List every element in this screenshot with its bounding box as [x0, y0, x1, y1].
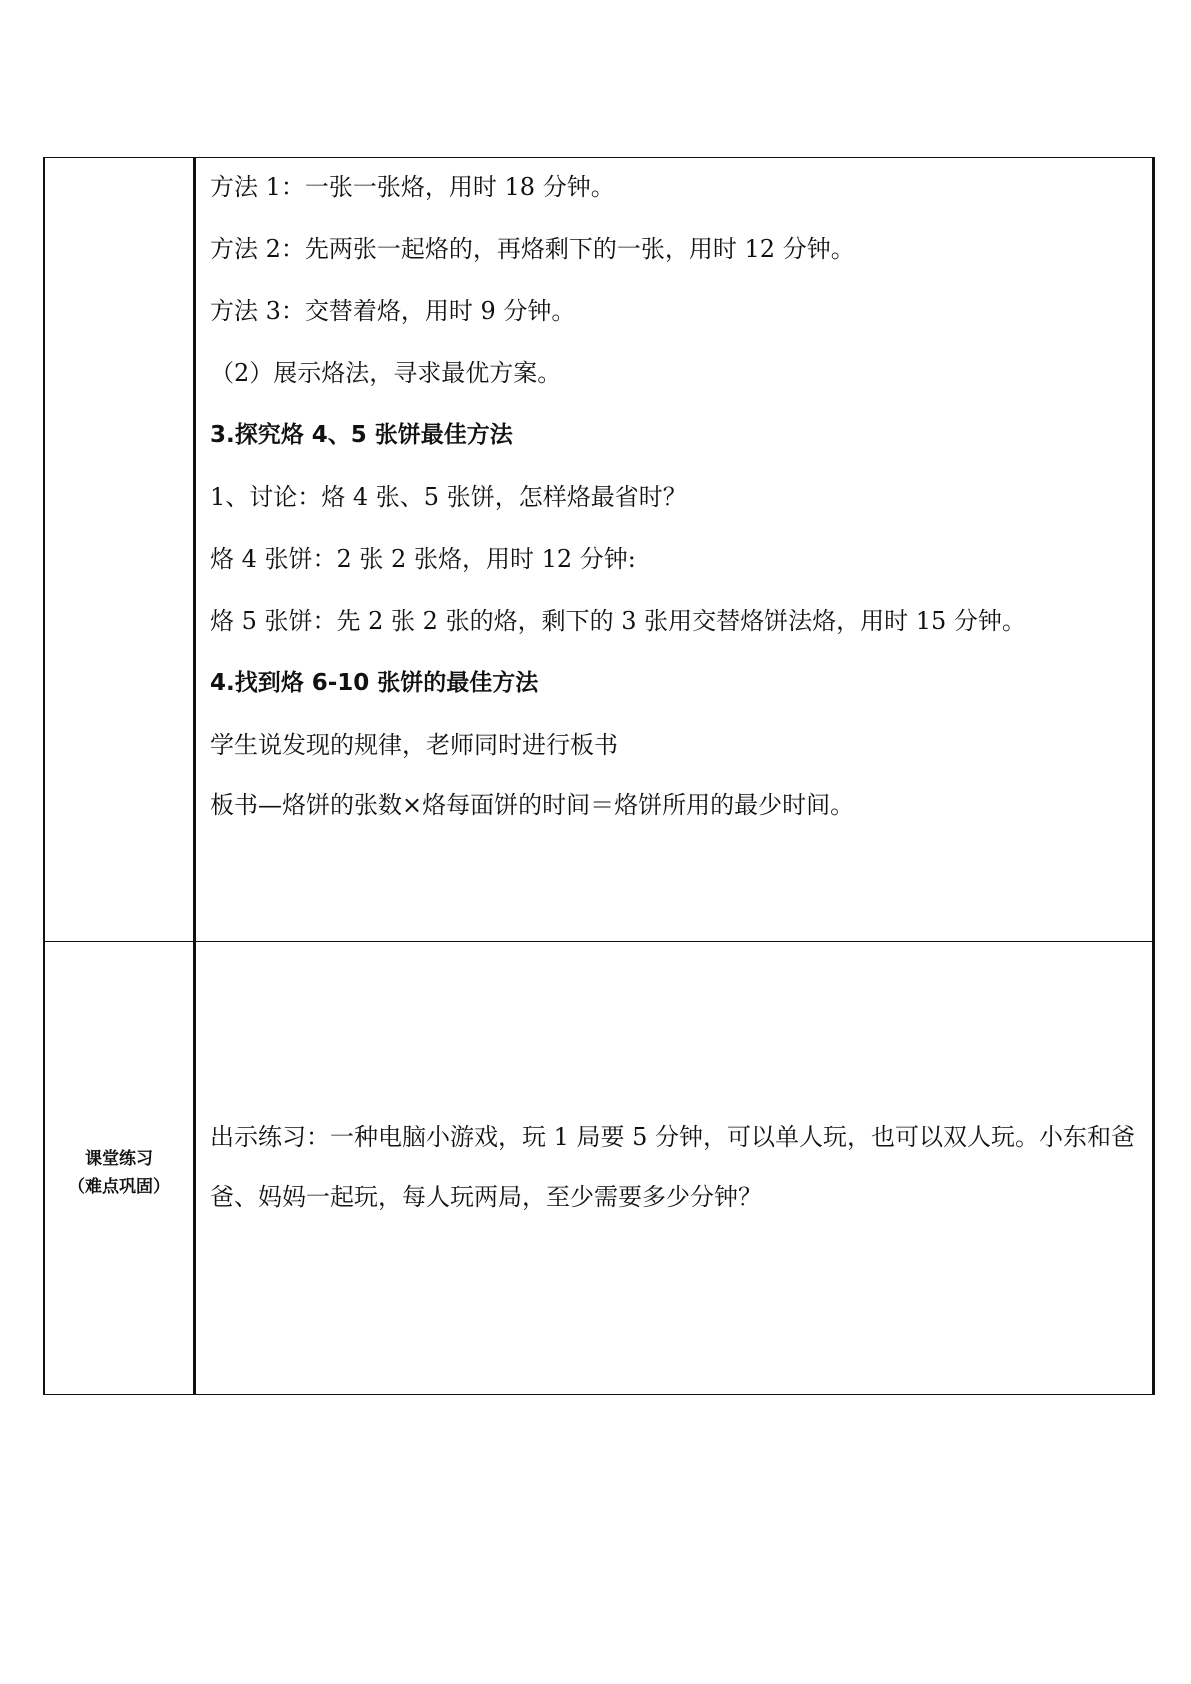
lesson-plan-table	[43, 157, 1155, 1395]
discussion-line: 1、讨论：烙 4 张、5 张饼，怎样烙最省时？	[210, 483, 687, 511]
show-method-line: （2）展示烙法，寻求最优方案。	[210, 359, 562, 387]
label-classroom-practice: 课堂练习	[85, 1149, 153, 1169]
method-2-line: 方法 2：先两张一起烙的，再烙剩下的一张，用时 12 分钟。	[210, 235, 855, 263]
table-row	[44, 942, 1154, 1395]
student-rule-line: 学生说发现的规律，老师同时进行板书	[210, 731, 618, 759]
method-1-line: 方法 1：一张一张烙，用时 18 分钟。	[210, 173, 615, 201]
method-3-line: 方法 3：交替着烙，用时 9 分钟。	[210, 297, 576, 325]
content-cell	[195, 158, 1154, 942]
five-cakes-line: 烙 5 张饼：先 2 张 2 张的烙，剩下的 3 张用交替烙饼法烙，用时 15 分钟。	[210, 607, 1026, 635]
row-label-cell	[44, 942, 195, 1395]
label-difficulty-consolidation: （难点巩固）	[68, 1177, 170, 1197]
section-3-heading: 3.探究烙 4、5 张饼最佳方法	[210, 422, 513, 448]
content-cell	[195, 942, 1154, 1395]
table-row	[44, 158, 1154, 942]
exercise-text: 出示练习：一种电脑小游戏，玩 1 局要 5 分钟，可以单人玩，也可以双人玩。小东和爸爸、妈妈一起玩，每人玩两局，至少需要多少分钟？	[210, 1123, 1136, 1211]
row-label-cell	[44, 158, 195, 942]
section-4-heading: 4.找到烙 6-10 张饼的最佳方法	[210, 670, 539, 696]
blackboard-line: 板书—烙饼的张数×烙每面饼的时间＝烙饼所用的最少时间。	[210, 791, 855, 819]
four-cakes-line: 烙 4 张饼：2 张 2 张烙，用时 12 分钟:	[210, 545, 636, 573]
